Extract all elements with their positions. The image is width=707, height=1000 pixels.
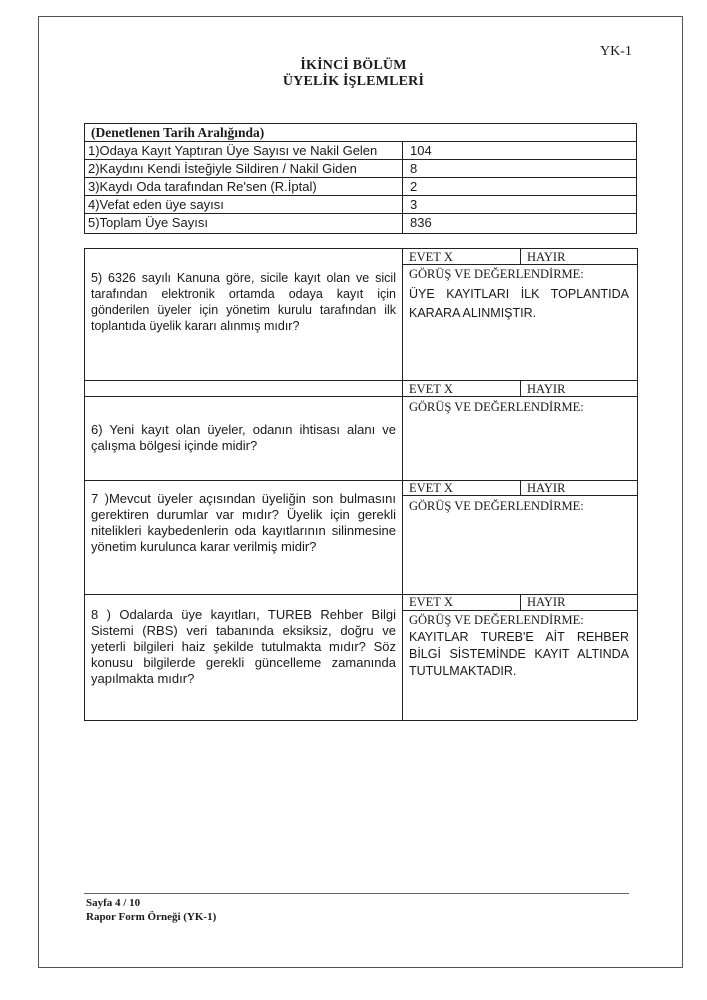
table-rule xyxy=(84,141,637,142)
evaluation-label: GÖRÜŞ VE DEĞERLENDİRME: xyxy=(409,400,584,414)
right-border xyxy=(637,248,638,720)
evaluation-label: GÖRÜŞ VE DEĞERLENDİRME: xyxy=(409,613,584,627)
question-text: 8 ) Odalarda üye kayıtları, TUREB Rehber Bilgi Sistemi (RBS) veri tabanında eksiksiz, doğru ve yeterli bilgileri haiz şekilde tutulmakta mıdır? Söz konusu bilgilerde gerekli güncelleme zamanında yapılmakta mıdır? xyxy=(91,607,396,686)
table-row-label: 1)Odaya Kayıt Yaptıran Üye Sayısı ve Nakil Gelen xyxy=(88,143,378,158)
section-subtitle: ÜYELİK İŞLEMLERİ xyxy=(282,74,425,89)
table-row-value: 104 xyxy=(410,143,432,158)
table-row-value: 836 xyxy=(410,215,432,230)
table-rule xyxy=(84,159,637,160)
table-row-value: 8 xyxy=(410,161,418,176)
question-text: 7 )Mevcut üyeler açısından üyeliğin son bulmasını gerektiren durumlar var mıdır? Üyelik için gerekli nitelikleri kaybedenlerin oda kayıtlarının silinmesine yönetim kurulunca karar verilmiş midir? xyxy=(91,491,396,554)
question-text: 5) 6326 sayılı Kanuna göre, sicile kayıt olan ve sicil tarafından elektronik ortamda odaya kayıt için gönderilen üyeler için yönetim kurulu tarafından ilk toplantıda üyelik kararı alınmış mıdır? xyxy=(91,271,396,333)
yes-option: EVET X xyxy=(409,382,453,396)
footer-rule xyxy=(84,893,629,894)
table-rule xyxy=(84,177,637,178)
table-row-value: 2 xyxy=(410,179,418,194)
bottom-border xyxy=(84,720,637,721)
document-code: YK-1 xyxy=(600,44,632,59)
section-title: İKİNCİ BÖLÜM xyxy=(300,58,407,73)
table-row-label: 4)Vefat eden üye sayısı xyxy=(88,197,224,212)
yes-option: EVET X xyxy=(409,250,453,264)
no-option: HAYIR xyxy=(527,250,566,264)
page-number: Sayfa 4 / 10 xyxy=(86,897,141,909)
form-name: Rapor Form Örneği (YK-1) xyxy=(86,911,217,923)
evaluation-answer: KAYITLAR TUREB'E AİT REHBER BİLGİ SİSTEMİNDE KAYIT ALTINDA TUTULMAKTADIR. xyxy=(409,630,629,678)
table-row-label: 3)Kaydı Oda tarafından Re'sen (R.İptal) xyxy=(88,179,317,194)
evaluation-label: GÖRÜŞ VE DEĞERLENDİRME: xyxy=(409,267,584,281)
yes-option: EVET X xyxy=(409,595,453,609)
table-rule xyxy=(84,213,637,214)
evaluation-answer: ÜYE KAYITLARI İLK TOPLANTIDA KARARA ALINMIŞTIR. xyxy=(409,287,629,320)
yes-no-divider xyxy=(520,594,521,610)
table-divider xyxy=(402,141,403,234)
table-header: (Denetlenen Tarih Aralığında) xyxy=(91,125,265,140)
table-row-value: 3 xyxy=(410,197,418,212)
no-option: HAYIR xyxy=(527,481,566,495)
answer-rule xyxy=(402,610,637,611)
table-row-label: 2)Kaydını Kendi İsteğiyle Sildiren / Nakil Giden xyxy=(88,161,357,176)
yes-no-divider xyxy=(520,480,521,496)
left-border xyxy=(84,248,85,720)
yes-no-divider xyxy=(520,248,521,264)
table-rule xyxy=(84,195,637,196)
evaluation-label: GÖRÜŞ VE DEĞERLENDİRME: xyxy=(409,499,584,513)
yes-option: EVET X xyxy=(409,481,453,495)
yes-no-divider xyxy=(520,380,521,396)
table-row-label: 5)Toplam Üye Sayısı xyxy=(88,215,208,230)
no-option: HAYIR xyxy=(527,382,566,396)
no-option: HAYIR xyxy=(527,595,566,609)
question-text: 6) Yeni kayıt olan üyeler, odanın ihtisası alanı ve çalışma bölgesi içinde midir? xyxy=(91,422,396,453)
